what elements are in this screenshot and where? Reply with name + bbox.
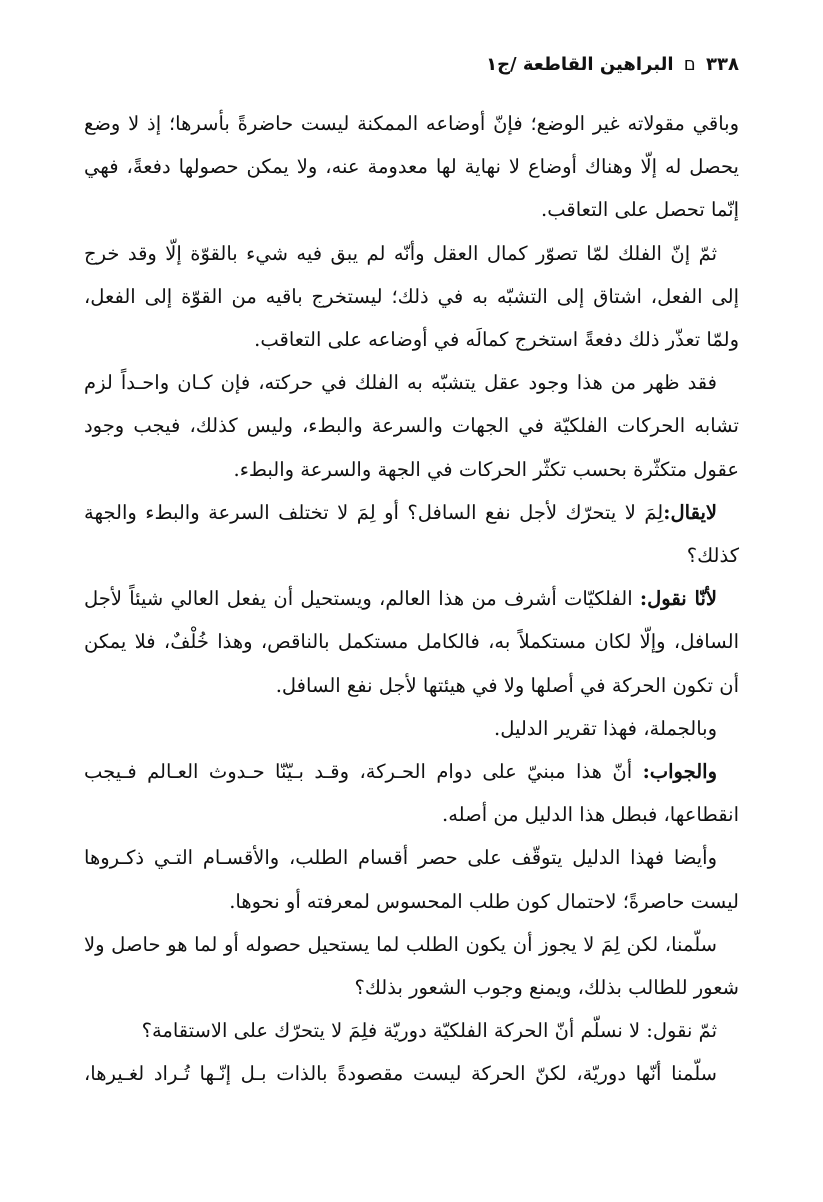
paragraph-lead: لايقال: [663,500,717,524]
book-title: البراهين القاطعة /ج١ [486,54,674,75]
paragraph [84,1009,739,1052]
paragraph-text: سلّمنا أنّها دوريّة، لكنّ الحركة ليست مقصودةً بالذات بـل إنّـها تُـراد لغـيرها، [84,1062,717,1086]
paragraph-text: لِمَ لا يتحرّك لأجل نفع السافل؟ أو لِمَ لا تختلف السرعة والبطء والجهة كذلك؟ [84,500,739,568]
paragraph [84,923,739,1009]
paragraph-text: وبالجملة، فهذا تقرير الدليل. [494,716,717,740]
paragraph-text: الفلكيّات أشرف من هذا العالم، ويستحيل أن يفعل العالي شيئاً لأجل السافل، وإلّا لكان مستكملاً به، فالكامل مستكمل بالناقص، وهذا خُلْفٌ، فلا يمكن أن تكون الحركة في أصلها ولا في هيئتها لأجل نفع السافل. [84,587,739,697]
paragraph [84,707,739,750]
header-separator: ם [683,54,696,75]
paragraph [84,102,739,232]
running-header [84,50,739,80]
paragraph-text: أنّ هذا مبنيّ على دوام الحـركة، وقـد بـيّنّا حـدوث العـالم فـيجب انقطاعها، فبطل هذا الدليل من أصله. [84,760,739,827]
paragraph-text: ثمّ إنّ الفلك لمّا تصوّر كمال العقل وأنّه لم يبق فيه شيء بالقوّة إلّا وقد خرج إلى الفعل، اشتاق إلى التشبّه به في ذلك؛ ليستخرج باقيه من القوّة إلى الفعل، ولمّا تعذّر ذلك دفعةً استخرج كمالَه في أوضاعه على التعاقب. [84,241,739,352]
paragraph [84,1052,739,1095]
paragraph-lead: لأنّا نقول: [639,587,717,611]
paragraph-text: سلّمنا، لكن لِمَ لا يجوز أن يكون الطلب لما يستحيل حصوله أو لما هو حاصل ولا شعور للطالب بذلك، ويمنع وجوب الشعور بذلك؟ [84,932,739,1000]
paragraph [84,750,739,836]
paragraph-text: وأيضا فهذا الدليل يتوقّف على حصر أقسام الطلب، والأقسـام التـي ذكـروها ليست حاصرةً؛ لاحتمال كون طلب المحسوس لمعرفته أو نحوها. [84,846,739,913]
paragraph [84,232,739,362]
page-body [84,102,739,1096]
paragraph [84,577,739,707]
paragraph-text: وباقي مقولاته غير الوضع؛ فإنّ أوضاعه الممكنة ليست حاضرةً بأسرها؛ إذ لا وضع يحصل له إلّا وهناك أوضاع لا نهاية لها معدومة عنه، ولا يمكن حصولها دفعةً، فهي إنّما تحصل على التعاقب. [84,112,739,222]
paragraph [84,836,739,922]
paragraph [84,361,739,491]
paragraph-text: فقد ظهر من هذا وجود عقل يتشبّه به الفلك في حركته، فإن كـان واحـداً لزم تشابه الحركات الفلكيّة في الجهات والسرعة والبطء، وليس كذلك، فيجب وجود عقول متكثّرة بحسب تكثّر الحركات في الجهة والسرعة والبطء. [84,371,739,481]
paragraph-lead: والجواب: [642,760,717,784]
paragraph-text: ثمّ نقول: لا نسلّم أنّ الحركة الفلكيّة دوريّة فلِمَ لا يتحرّك على الاستقامة؟ [141,1019,717,1043]
paragraph [84,491,739,577]
page-number: ٣٣٨ [706,54,739,75]
